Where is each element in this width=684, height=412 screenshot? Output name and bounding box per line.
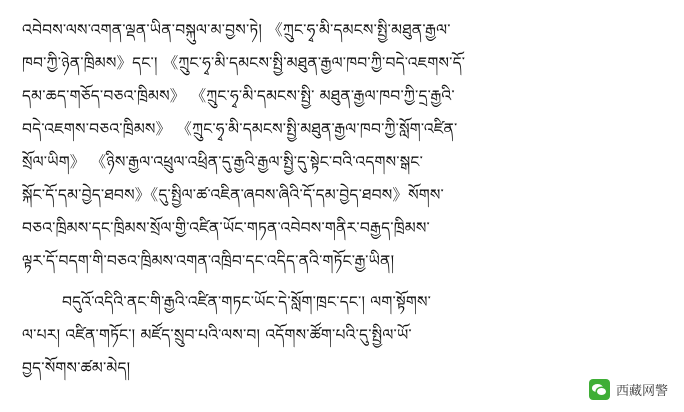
text-line: [22, 146, 662, 179]
wechat-account-name: 西藏网警: [615, 384, 668, 399]
text-line: [22, 80, 662, 113]
line-text: སྐོང་དོ་དམ་བྱེད་ཐབས》《དུ་སྤྱིལ་ཚ་འཇིན་ཞབས་ཞིའི་དོ་དམ་བྱེད་ཐབས》སོགས་: [22, 186, 445, 204]
line-text: བྱད་སོགས་ཚམ་མེད།: [22, 359, 131, 377]
text-line: [22, 319, 662, 352]
text-line: [22, 179, 662, 212]
document-body: [22, 14, 662, 385]
text-line: [22, 245, 662, 278]
text-line: [22, 352, 662, 385]
paragraph: [22, 286, 662, 385]
text-line: [22, 113, 662, 146]
wechat-icon: [589, 379, 610, 400]
line-text: བདུའོ་འདིའི་ནང་གི་རྒྱའི་འཛིན་གཏང་ཡོང་དེ་སློག་ཁྲང་དང་། ལག་སྟོགས་: [62, 293, 432, 311]
text-line: [22, 47, 662, 80]
line-text: ཁབ་ཀྱི་ཉེན་ཁྲིམས》དང་། 《ཀྲུང་ཧྭ་མི་དམངས་སྤྱི་མཐུན་རྒྱལ་ཁབ་ཀྱི་བདེ་འཇགས་དོ་: [22, 54, 466, 72]
line-text: དམ་ཆད་གཅོད་བཅའ་ཁྲིམས》 《ཀྲུང་ཧྭ་མི་དམངས་སྤྱི་ མཐུན་རྒྱལ་ཁབ་ཀྱི་དྲ་རྒྱའི་: [22, 87, 455, 105]
text-line: [22, 14, 662, 47]
line-text: ལ་པར། འཛིན་གཏོང་། མཛོད་སྲུབ་པའི་ལས་བ། འདོགས་ཚོག་པའི་དུ་སྤྱིལ་ཡོ་: [22, 326, 412, 344]
line-text: ལྟར་དོ་བདག་གི་བཅའ་ཁྲིམས་འགན་འཁྲིབ་དང་འདིད་ནའི་གཏོང་རྒྱ་ཡིན།: [22, 252, 395, 270]
text-line: [22, 286, 662, 319]
line-text: སྲོལ་ཡིག》 《ཉིས་རྒྱལ་འཕྲུལ་འཕྲིན་དུ་རྒྱའི་རྒྱལ་སྤྱི་དུ་སྟེང་བའི་འདགས་སྒང་: [22, 153, 424, 171]
line-text: འབེབས་ལས་འགན་ལྡན་ཡིན་བསྐུལ་མ་བྱས་ཏེ། 《ཀྲུང་ཧྭ་མི་དམངས་སྤྱི་མཐུན་རྒྱལ་: [22, 21, 451, 39]
line-text: བདེ་འཇགས་བཅའ་ཁྲིམས》 《ཀྲུང་ཧྭ་མི་དམངས་སྤྱི་མཐུན་རྒྱལ་ཁབ་ཀྱི་སློག་འཛིན་: [22, 120, 458, 138]
text-line: [22, 212, 662, 245]
paragraph: [22, 14, 662, 278]
line-text: བཅའ་ཁྲིམས་དང་ཁྲིམས་སྲོལ་གྱི་འཛིན་ཡོང་གཏན་འབེབས་གནིར་བརྒྱད་ཁྲིམས་: [22, 219, 430, 237]
wechat-account-badge[interactable]: [589, 379, 668, 400]
